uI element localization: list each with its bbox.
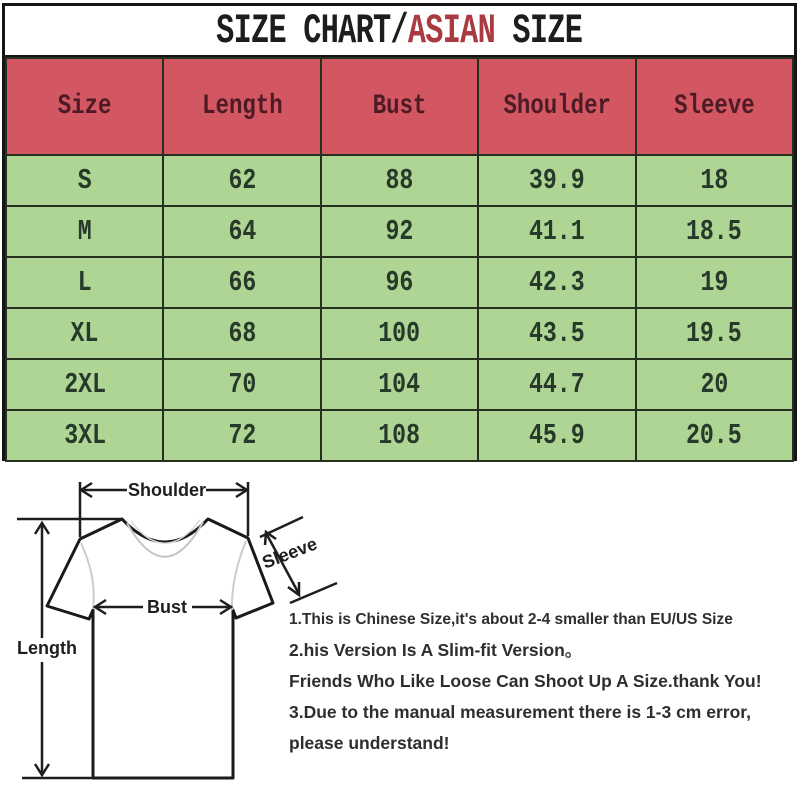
cell-shoulder: 43.5 (478, 308, 635, 359)
table-row-m (6, 206, 793, 257)
cell-sleeve: 20 (636, 359, 793, 410)
cell-bust: 100 (321, 308, 478, 359)
cell-shoulder: 44.7 (478, 359, 635, 410)
cell-bust: 108 (321, 410, 478, 461)
cell-sleeve: 20.5 (636, 410, 793, 461)
cell-shoulder: 45.9 (478, 410, 635, 461)
shoulder-label: Shoulder (127, 480, 207, 500)
cell-shoulder: 41.1 (478, 206, 635, 257)
cell-length: 68 (163, 308, 320, 359)
length-label: Length (17, 638, 77, 658)
cell-length: 72 (163, 410, 320, 461)
cell-sleeve: 19 (636, 257, 793, 308)
cell-size: M (6, 206, 163, 257)
table-row-l (6, 257, 793, 308)
page-title (217, 7, 583, 55)
title-prefix: SIZE CHART/ (216, 6, 409, 55)
title-highlight: ASIAN (408, 6, 496, 55)
column-header-length: Length (163, 58, 320, 155)
cell-length: 66 (163, 257, 320, 308)
table-row-s (6, 155, 793, 206)
table-row-2xl (6, 359, 793, 410)
cell-length: 70 (163, 359, 320, 410)
cell-bust: 92 (321, 206, 478, 257)
cell-bust: 96 (321, 257, 478, 308)
bust-label: Bust (147, 597, 187, 617)
note-line-2: 2.his Version Is A Slim-fit Version。 (289, 640, 583, 660)
title-suffix: SIZE (495, 6, 583, 55)
table-row-3xl (6, 410, 793, 461)
size-chart-title (5, 6, 794, 57)
cell-size: L (6, 257, 163, 308)
size-notes (289, 604, 800, 759)
table-row-xl (6, 308, 793, 359)
cell-length: 62 (163, 155, 320, 206)
cell-size: 2XL (6, 359, 163, 410)
table-header-row (6, 58, 793, 155)
cell-sleeve: 18.5 (636, 206, 793, 257)
column-header-sleeve: Sleeve (636, 58, 793, 155)
cell-length: 64 (163, 206, 320, 257)
cell-size: 3XL (6, 410, 163, 461)
note-line-4: 3.Due to the manual measurement there is 1-3 cm error, (289, 702, 751, 722)
size-table (5, 57, 794, 462)
note-line-3: Friends Who Like Loose Can Shoot Up A Size.thank You! (289, 671, 762, 691)
cell-size: S (6, 155, 163, 206)
note-line-5: please understand! (289, 733, 450, 753)
note-line-1: 1.This is Chinese Size,it's about 2-4 smaller than EU/US Size (289, 611, 733, 628)
cell-sleeve: 19.5 (636, 308, 793, 359)
sleeve-label: Sleeve (259, 533, 320, 573)
cell-size: XL (6, 308, 163, 359)
cell-bust: 104 (321, 359, 478, 410)
column-header-size: Size (6, 58, 163, 155)
cell-sleeve: 18 (636, 155, 793, 206)
column-header-shoulder: Shoulder (478, 58, 635, 155)
cell-shoulder: 42.3 (478, 257, 635, 308)
cell-bust: 88 (321, 155, 478, 206)
column-header-bust: Bust (321, 58, 478, 155)
size-chart-panel (2, 3, 797, 461)
cell-shoulder: 39.9 (478, 155, 635, 206)
